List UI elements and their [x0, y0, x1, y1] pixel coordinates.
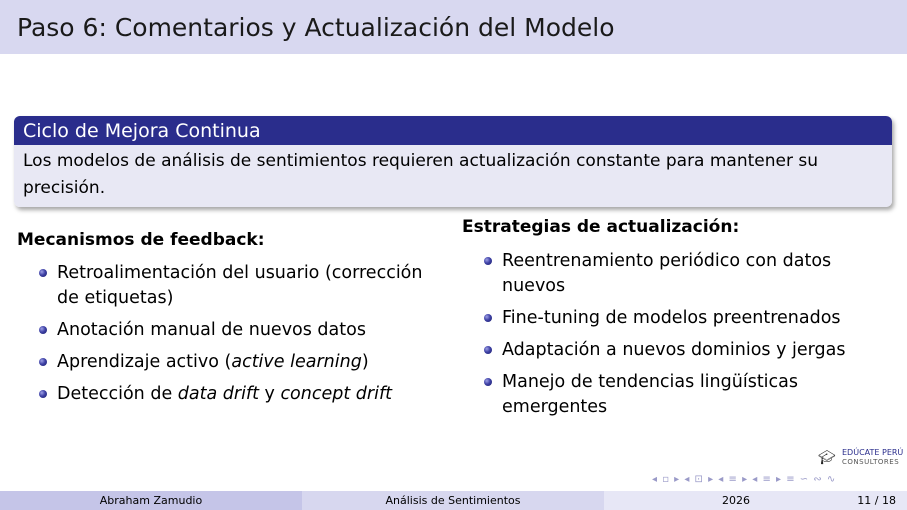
left-heading: Mecanismos de feedback: — [17, 230, 265, 250]
list-item: Detección de data drift y concept drift — [37, 382, 447, 407]
bullet-icon — [484, 257, 492, 265]
bullet-icon — [39, 358, 47, 366]
page-number: 11 / 18 — [857, 494, 896, 507]
footer-right — [604, 491, 907, 510]
navigation-symbols[interactable]: ◂ ▫ ▸ ◂ ⊡ ▸ ◂ ≡ ▸ ◂ ≡ ▸ ≡ ∽ ∾ ∿ — [652, 474, 837, 485]
footer-author: Abraham Zamudio — [0, 491, 302, 510]
list-item: Anotación manual de nuevos datos — [37, 318, 447, 343]
list-item: Reentrenamiento periódico con datos nuevos — [482, 249, 867, 299]
bullet-icon — [39, 269, 47, 277]
bullet-icon — [39, 326, 47, 334]
bullet-icon — [484, 346, 492, 354]
logo: 🎓︎ EDÚCATE PERÚ CONSULTORES — [818, 448, 904, 466]
block-text: Los modelos de análisis de sentimientos requieren actualización constante para mantener su precisión. — [14, 145, 892, 207]
page-title: Paso 6: Comentarios y Actualización del Modelo — [17, 13, 615, 42]
right-heading: Estrategias de actualización: — [462, 217, 740, 237]
list-item: Manejo de tendencias lingüísticas emergentes — [482, 370, 867, 420]
bullet-icon — [39, 390, 47, 398]
list-item: Fine-tuning de modelos preentrenados — [482, 306, 867, 331]
block-title: Ciclo de Mejora Continua — [14, 116, 892, 145]
list-item: Adaptación a nuevos dominios y jergas — [482, 338, 867, 363]
footer-topic: Análisis de Sentimientos — [302, 491, 604, 510]
info-block — [14, 116, 892, 207]
bullet-icon — [484, 314, 492, 322]
left-list — [37, 261, 447, 414]
right-list — [482, 249, 867, 427]
footer-date: 2026 — [722, 494, 750, 507]
graduation-cap-icon: 🎓︎ — [818, 450, 836, 466]
list-item: Aprendizaje activo (active learning) — [37, 350, 447, 375]
bullet-icon — [484, 378, 492, 386]
list-item: Retroalimentación del usuario (corrección de etiquetas) — [37, 261, 447, 311]
frame-title-bar — [0, 0, 907, 54]
footer — [0, 491, 907, 510]
